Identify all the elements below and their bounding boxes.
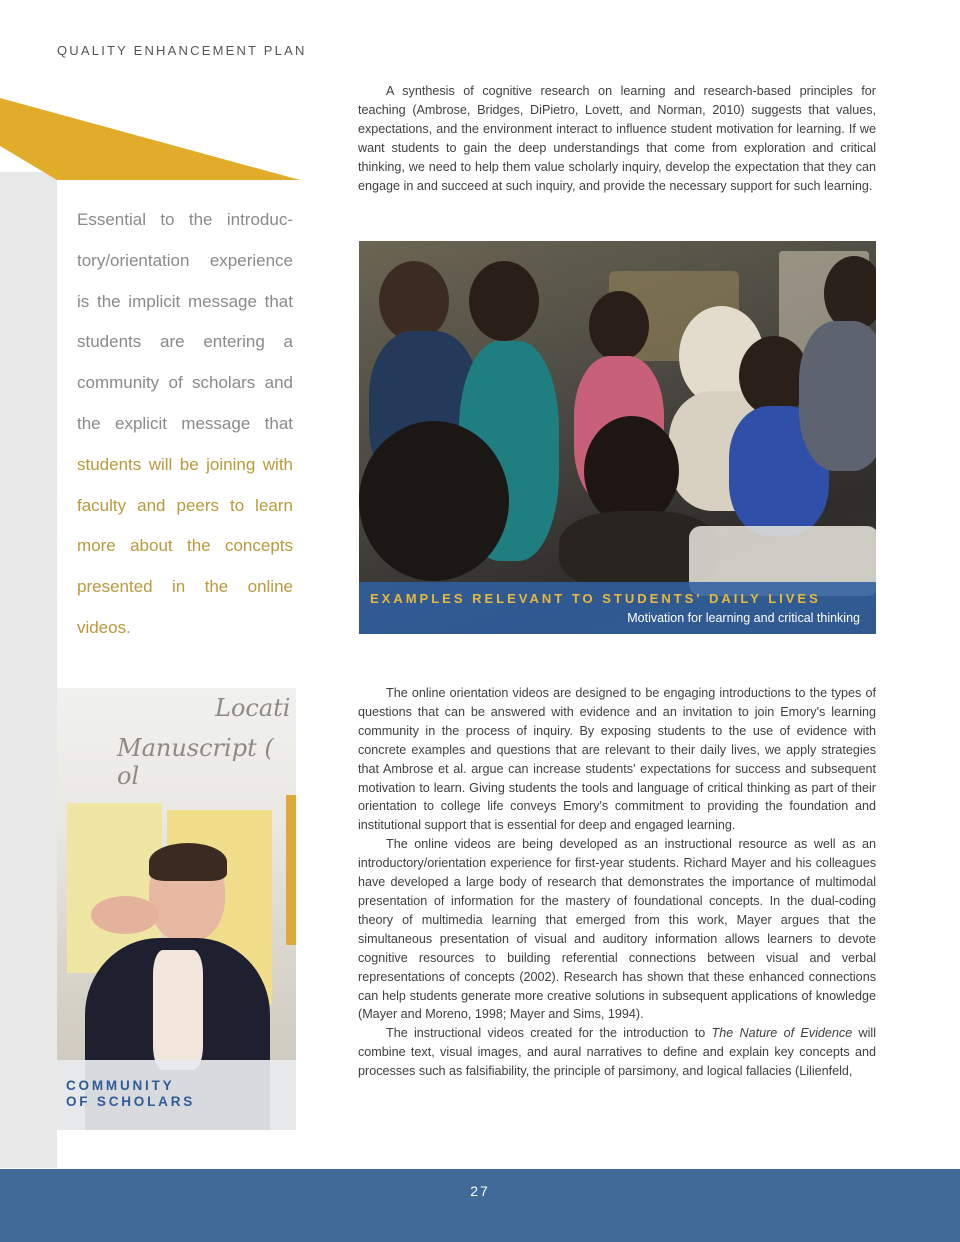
speaker-hair xyxy=(149,843,227,881)
intro-paragraph: A synthesis of cognitive research on learning and research-based principles for teaching (Ambrose, Bridges, DiPietro, Lovett, and Norman, 2010) suggests that values, expectations, and the environment interact to influence student motivation for learning. If we want students to gain the deep understandings that come from exploration and critical thinking, we need to help them value scholarly inquiry, develop the expectation that they can engage in and succeed at such inquiry, and provide the necessary support for such learning. xyxy=(358,84,876,193)
photo-caption-title: EXAMPLES RELEVANT TO STUDENTS' DAILY LIVES xyxy=(370,591,821,606)
poster-edge xyxy=(286,795,296,945)
gold-accent-wedge xyxy=(0,96,300,186)
community-label-line-2: OF SCHOLARS xyxy=(66,1094,196,1109)
main-paragraph-2: The online videos are being developed as an instructional resource as well as an introductory/orientation experience for first-year students. Richard Mayer and his colleagues have developed a large body of research that demonstrates the importance of multimodal presentation of information for the mastery of foundational concepts. In the dual-coding theory of multimedia learning that emerged from this work, Mayer argues that the simultaneous presentation of visual and auditory information allows learners to devote cognitive resources to building referential connections between visual and verbal representations of concepts (2002). Research has shown that these enhanced connections can help students generate more creative solutions in subsequent applications of knowledge (Mayer and Moreno, 1998; Mayer and Sims, 1994). xyxy=(358,837,876,1022)
intro-text xyxy=(358,82,876,195)
main-text xyxy=(358,684,876,1081)
community-of-scholars-photo xyxy=(57,688,296,1130)
page-header: QUALITY ENHANCEMENT PLAN xyxy=(57,43,307,58)
main-paragraph-3-end: will combine text, visual images, and aural narratives to define and explain key concepts and processes such as falsifiability, the principle of parsimony, and logical fallacies (Lilienfeld, xyxy=(358,1026,876,1079)
pull-quote xyxy=(77,200,293,649)
main-paragraph-3 xyxy=(358,1024,876,1081)
speaker-hand xyxy=(91,896,159,934)
community-label xyxy=(66,1078,195,1110)
pull-quote-part-gold: students will be joining with faculty and peers to learn more about the concepts presented in the online videos. xyxy=(77,454,293,637)
pull-quote-part-gray: Essential to the introduc-tory/orientation experience is the implicit message that students are entering a community of scholars and the explicit message that xyxy=(77,210,293,433)
main-paragraph-3-start: The instructional videos created for the introduction to xyxy=(386,1026,712,1041)
main-paragraph-1: The online orientation videos are designed to be engaging introductions to the types of questions that can be answered with evidence and an invitation to join Emory's learning community in the process of inquiry. By exposing students to the use of evidence with concrete examples and questions that are relevant to their daily lives, we apply strategies that Ambrose et al. argue can increase students' expectations for success and subsequent motivation to learn. Giving students the tools and language of critical thinking as part of their orientation to college life conveys Emory's commitment to providing the foundation and institutional support that is essential for deep and engaged learning. xyxy=(358,686,876,833)
left-margin-strip xyxy=(0,172,57,1168)
photo-caption-subtitle: Motivation for learning and critical thinking xyxy=(627,611,860,625)
community-label-bar xyxy=(57,1060,296,1130)
page-footer xyxy=(0,1169,960,1242)
speaker-shirt xyxy=(153,950,203,1070)
community-label-line-1: COMMUNITY xyxy=(66,1078,175,1093)
book-title: The Nature of Evidence xyxy=(711,1026,853,1041)
sign-text-line-2: Manuscript ( ol xyxy=(117,734,274,790)
students-lab-photo xyxy=(359,241,876,634)
photo-caption-bar xyxy=(359,582,876,634)
page-number: 27 xyxy=(470,1183,490,1199)
sign-text-line-1: Locati xyxy=(215,694,291,722)
